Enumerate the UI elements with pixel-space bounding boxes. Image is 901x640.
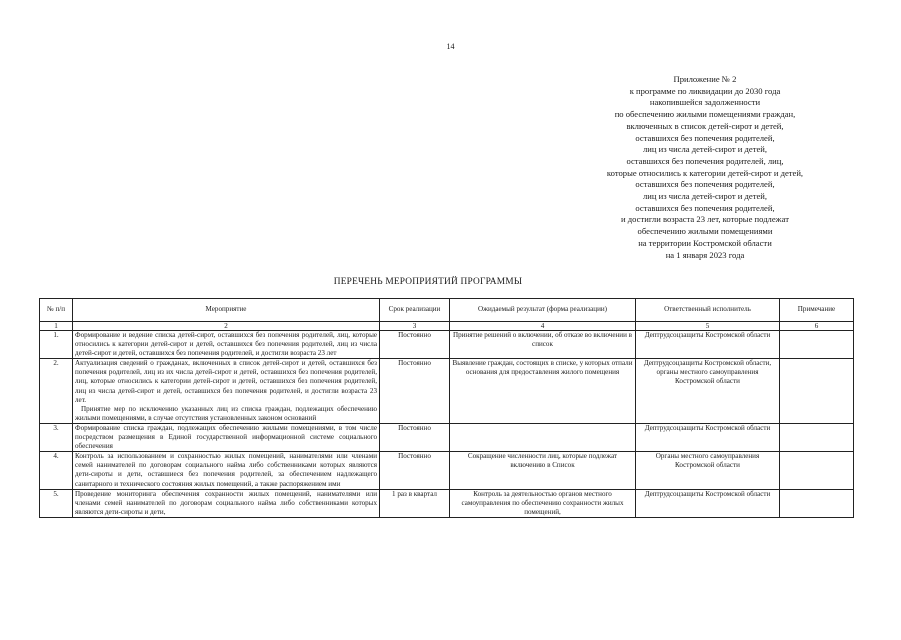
row-num: 2.: [40, 359, 73, 424]
table-title: ПЕРЕЧЕНЬ МЕРОПРИЯТИЙ ПРОГРАММЫ: [333, 277, 523, 287]
row-activity: [73, 331, 380, 359]
appendix-line: включенных в список детей-сирот и детей,: [626, 120, 784, 131]
header-term: Срок реализации: [380, 299, 450, 322]
appendix-caption: [555, 74, 855, 261]
row-executor: Дептрудсоцзащиты Костромской области, органы местного самоуправления Костромской области: [636, 359, 780, 424]
row-activity: [73, 423, 380, 451]
activity-paragraph: Проведение мониторинга обеспечения сохранности жилых помещений, нанимателями или членами семей нанимателей по договорам социального найма либо собственниками которых являются дети-сироты и дети,: [75, 489, 377, 516]
appendix-line: обеспечению жилыми помещениями: [637, 226, 773, 237]
header-activity: Мероприятие: [73, 299, 380, 322]
appendix-line: к программе по ликвидации до 2030 года: [629, 85, 781, 96]
row-term: Постоянно: [380, 359, 450, 424]
row-term: Постоянно: [380, 331, 450, 359]
row-note: [780, 331, 854, 359]
appendix-line: оставшихся без попечения родителей,: [635, 132, 775, 143]
header-num: № п/п: [40, 299, 73, 322]
row-result: Принятие решений о включении, об отказе во включении в список: [450, 331, 636, 359]
row-activity: [73, 489, 380, 517]
row-note: [780, 423, 854, 451]
appendix-line: оставшихся без попечения родителей, лиц,: [626, 155, 784, 166]
row-note: [780, 489, 854, 517]
row-activity: [73, 359, 380, 424]
appendix-line: Приложение № 2: [673, 74, 737, 84]
activity-paragraph: Принятие мер по исключению указанных лиц из списка граждан, подлежащих обеспечению жилыми помещениями, в случае отсутствия установленных законом оснований: [75, 404, 377, 422]
page-number: 14: [446, 42, 455, 51]
column-number: 4: [450, 322, 636, 331]
row-result: Сокращение численности лиц, которые подлежат включению в Список: [450, 452, 636, 489]
column-number: 1: [40, 322, 73, 331]
activity-paragraph: Формирование и ведение списка детей-сирот, оставшихся без попечения родителей, лиц, которые относились к категории детей-сирот и детей, оставшихся без попечения родителей, лиц из числа детей-сирот и детей, оставшихся без попечения родителей, и достигли возраста 23 лет: [75, 331, 377, 358]
table-row: [40, 452, 854, 489]
row-term: 1 раз в квартал: [380, 489, 450, 517]
table-row: [40, 423, 854, 451]
row-result: Выявление граждан, состоящих в списке, у которых отпали основания для предоставления жилого помещения: [450, 359, 636, 424]
row-num: 3.: [40, 423, 73, 451]
table-row: [40, 331, 854, 359]
table-row: [40, 489, 854, 517]
row-num: 1.: [40, 331, 73, 359]
appendix-line: лиц из числа детей-сирот и детей,: [642, 144, 768, 155]
row-num: 4.: [40, 452, 73, 489]
row-result: Контроль за деятельностью органов местного самоуправления по обеспечению сохранности жилых помещений,: [450, 489, 636, 517]
appendix-line: которые относились к категории детей-сирот и детей,: [606, 167, 804, 178]
header-note: Примечание: [780, 299, 854, 322]
row-term: Постоянно: [380, 452, 450, 489]
row-activity: [73, 452, 380, 489]
row-result: [450, 423, 636, 451]
appendix-line: по обеспечению жилыми помещениями граждан,: [614, 109, 796, 120]
appendix-line: оставшихся без попечения родителей,: [635, 179, 775, 190]
program-activities-table: [39, 298, 854, 518]
column-number: 5: [636, 322, 780, 331]
table-row: [40, 359, 854, 424]
header-result: Ожидаемый результат (форма реализации): [450, 299, 636, 322]
appendix-line: лиц из числа детей-сирот и детей,: [642, 191, 768, 202]
appendix-line: оставшихся без попечения родителей,: [635, 202, 775, 213]
row-executor: Дептрудсоцзащиты Костромской области: [636, 331, 780, 359]
activity-paragraph: Актуализация сведений о гражданах, включенных в список детей-сирот и детей, оставшихся без попечения родителей, лиц из их числа детей-сирот и детей, оставшихся без попечения родителей, лиц, которые относились к категории детей-сирот и детей, оставшихся без попечения родителей, лиц из числа детей-сирот и детей, оставшихся без попечения родителей, и достигли возраста 23 лет.: [75, 359, 377, 404]
row-note: [780, 359, 854, 424]
header-executor: Ответственный исполнитель: [636, 299, 780, 322]
column-number: 6: [780, 322, 854, 331]
row-executor: Дептрудсоцзащиты Костромской области: [636, 423, 780, 451]
column-number: 2: [73, 322, 380, 331]
activity-paragraph: Контроль за использованием и сохранностью жилых помещений, нанимателями или членами семей нанимателей по договорам социального найма либо собственниками которых являются дети-сироты и дети, оставшиеся без попечения родителей, за обеспечением надлежащего санитарного и технического состояния жилых помещений, а также распоряжением ими: [75, 452, 377, 488]
row-executor: Органы местного самоуправления Костромской области: [636, 452, 780, 489]
appendix-line: на 1 января 2023 года: [665, 249, 745, 260]
activity-paragraph: Формирование списка граждан, подлежащих обеспечению жилыми помещениями, в том числе посредством размещения в Единой государственной информационной системе социального обеспечения: [75, 423, 377, 451]
row-num: 5.: [40, 489, 73, 517]
appendix-line: накопившейся задолженности: [649, 97, 761, 108]
row-term: Постоянно: [380, 423, 450, 451]
appendix-line: и достигли возраста 23 лет, которые подлежат: [621, 214, 789, 225]
column-number-row: [40, 322, 854, 331]
table-header-row: [40, 299, 854, 322]
row-note: [780, 452, 854, 489]
column-number: 3: [380, 322, 450, 331]
row-executor: Дептрудсоцзащиты Костромской области: [636, 489, 780, 517]
appendix-line: на территории Костромской области: [638, 237, 772, 248]
